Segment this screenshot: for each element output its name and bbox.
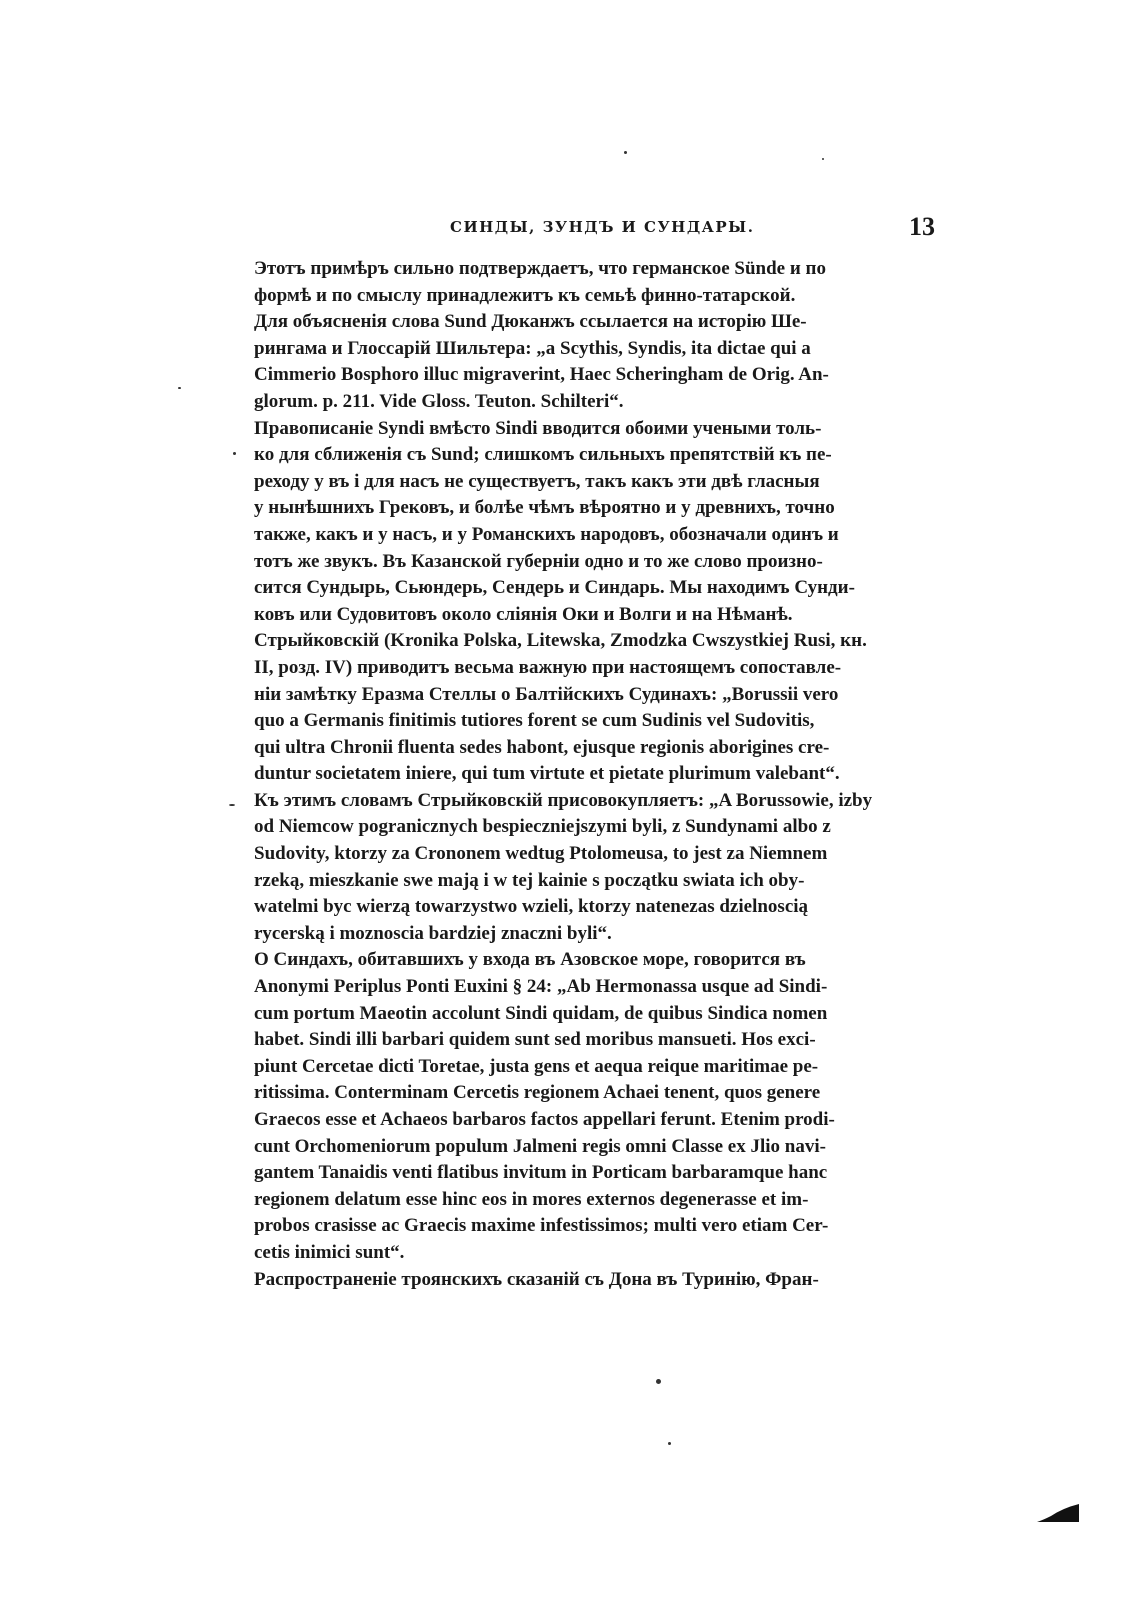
running-title: СИНДЫ, ЗУНДЪ И СУНДАРЫ. (450, 218, 755, 236)
scan-speck (229, 804, 235, 806)
paragraph: Для объясненія слова Sund Дюканжъ ссылается на исторію Ше- рингама и Глоссарій Шильтера: „a Scythis, Syndis, ita dictae qui a Cimmerio Bosphoro illuc migraverint, Haec Scheringham de Orig. An- glorum. p. 211. Vide Gloss. Teuton. Schilteri“. (254, 311, 829, 412)
scan-speck (822, 158, 824, 160)
scan-speck (668, 1442, 671, 1445)
paragraph: Этотъ примѣръ сильно подтверждаетъ, что германское Sünde и по формѣ и по смыслу принадлежитъ къ семьѣ финно-татарской. (254, 258, 827, 306)
paragraph: О Синдахъ, обитавшихъ у входа въ Азовское море, говорится въ Anonymi Periplus Ponti Euxini § 24: „Ab Hermonassa usque ad Sindi- cum portum Maeotin accolunt Sindi quidam, de quibus Sindica nomen habet. Sindi illi barbari quidem sunt sed moribus mansueti. Hos exci- piunt Cercetae dicti Toretae, justa gens et aequa reique maritimae pe- ritissima. Conterminam Cercetis regionem Achaei tenent, quos genere Graecos esse et Achaeos barbaros factos appellari ferunt. Etenim prodi- cunt Orchomeniorum populum Jalmeni regis omni Classe ex Jlio navi- gantem Tanaidis venti flatibus invitum in Porticam barbaramque hanc regionem delatum esse hinc eos in mores externos degenerasse et im- probos crasisse ac Graecis maxime infestissimos; multi vero etiam Cer- cetis inimici sunt“. (254, 949, 835, 1263)
scan-speck (233, 452, 236, 455)
scan-speck (178, 387, 181, 389)
page-number: 13 (909, 212, 935, 241)
scan-speck (656, 1379, 661, 1384)
paragraph: Распространеніе троянскихъ сказаній съ Дона въ Туринію, Фран- (254, 1268, 819, 1290)
binding-mark (1037, 1502, 1079, 1524)
page-header (254, 212, 935, 244)
scan-speck (624, 151, 627, 154)
paragraph: Правописаніе Syndi вмѣсто Sindi вводится обоими учеными толь- ко для сближенія съ Sund; слишкомъ сильныхъ препятствій къ пе- реходу у въ і для насъ не существуетъ, такъ какъ эти двѣ гласныя у нынѣшнихъ Грековъ, и болѣе чѣмъ вѣроятно и у древнихъ, точно также, какъ и у насъ, и у Романскихъ народовъ, обозначали одинъ и тотъ же звукъ. Въ Казанской губерніи одно и то же слово произно- сится Сундырь, Сьюндерь, Сендерь и Синдарь. Мы находимъ Сунди- ковъ или Судовитовъ около слiянія Оки и Волги и на Нѣманѣ. Стрыйковскій (Kronika Polska, Litewska, Zmodzka Cwszystkiej Rusi, кн. II, розд. IV) приводитъ весьма важную при настоящемъ сопоставле- ніи замѣтку Еразма Стеллы о Балтійскихъ Судинахъ: „Borussii vero quo a Germanis finitimis tutiores forent se cum Sudinis vel Sudovitis, qui ultra Chronii fluenta sedes habont, ejusque regionis aborigines cre- duntur societatem iniere, qui tum virtute et pietate plurimum valebant“. Къ этимъ словамъ Стрыйковскій присовокупляетъ: „A Borussowie, izby od Niemcow pogranicznych bespieczniejszymi byli, z Sundynami albo z Sudovity, ktorzy za Crononem wedtug Ptolomeusa, to jest za Niemnem rzeką, mieszkanie swe mają i w tej kainie s początku swiata ich oby- watelmi byc wierzą towarzystwo wzieli, ktorzy natenezas dzielnoscią rycerską i moznoscia bardziej znaczni byli“. (254, 417, 873, 944)
body-text (254, 256, 935, 1293)
